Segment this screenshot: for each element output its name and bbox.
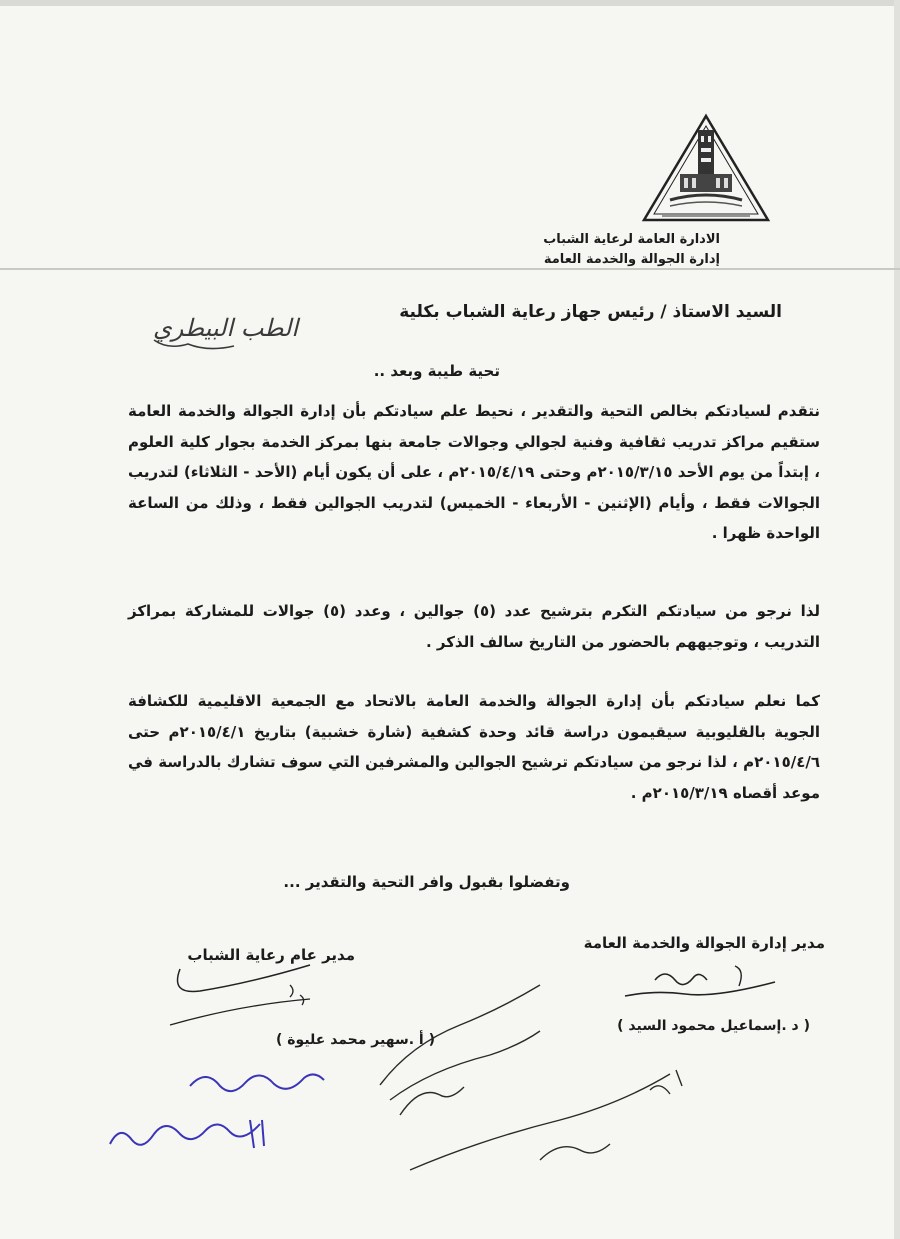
scan-edge-top bbox=[0, 0, 900, 6]
benha-university-seal-icon bbox=[640, 112, 772, 224]
left-signature-icon bbox=[160, 955, 340, 1030]
org-line-1: الادارة العامة لرعاية الشباب bbox=[543, 232, 720, 247]
handwritten-annotation-blue-2 bbox=[100, 1110, 280, 1160]
organization-header bbox=[460, 230, 720, 270]
left-signatory-name: ( أ .سهير محمد عليوة ) bbox=[276, 1032, 435, 1048]
org-line-2: إدارة الجوالة والخدمة العامة bbox=[543, 252, 720, 267]
handwritten-annotation-blue-1 bbox=[180, 1060, 340, 1100]
scan-artifact-line bbox=[0, 268, 900, 270]
right-signatory-name: ( د .إسماعيل محمود السيد ) bbox=[617, 1018, 810, 1034]
greeting: تحية طيبة وبعد .. bbox=[373, 362, 500, 380]
svg-text:الطب البيطري: الطب البيطري bbox=[152, 314, 298, 342]
handwritten-annotation-black-2 bbox=[400, 1060, 700, 1180]
salutation-line: السيد الاستاذ / رئيس جهاز رعاية الشباب بكلية bbox=[399, 302, 782, 322]
paragraph-2-text: لذا نرجو من سيادتكم التكرم بترشيح عدد (٥) جوالين ، وعدد (٥) جوالات للمشاركة بمراكز التدريب ، وتوجيههم بالحضور من التاريخ سالف الذكر . bbox=[128, 602, 821, 651]
body-paragraph-1 bbox=[128, 396, 820, 549]
closing-line: وتفضلوا بقبول وافر التحية والتقدير ... bbox=[283, 873, 570, 891]
body-paragraph-3 bbox=[128, 686, 820, 808]
handwritten-faculty-name bbox=[148, 306, 308, 354]
scan-edge-right bbox=[894, 0, 900, 1239]
body-paragraph-2 bbox=[128, 596, 820, 657]
paragraph-3-text: كما نعلم سيادتكم بأن إدارة الجوالة والخدمة العامة بالاتحاد مع الجمعية الاقليمية للكشافة الجوية بالقليوبية سيقيمون دراسة قائد وحدة كشفية (شارة خشبية) بتاريخ ٢٠١٥/٤/١م حتى ٢٠١٥/٤/٦م ، لذا نرجو من سيادتكم ترشيح الجوالين والمشرفين التي سوف تشارك بالدراسة في موعد أقصاه ٢٠١٥/٣/١٩م . bbox=[128, 692, 820, 802]
left-signatory-title: مدير عام رعاية الشباب bbox=[187, 946, 355, 964]
paragraph-1-text: نتقدم لسيادتكم بخالص التحية والتقدير ، نحيط علم سيادتكم بأن إدارة الجوالة والخدمة العامة ستقيم مراكز تدريب ثقافية وفنية لجوالي وجوالات جامعة بنها بمركز الخدمة بجوار كلية العلوم ، إبتداً من يوم الأحد ٢٠١٥/٣/١٥م وحتى ٢٠١٥/٤/١٩م ، على أن يكون أيام (الأحد - الثلاثاء) لتدريب الجوالات فقط ، وأيام (الإثنين - الأربعاء - الخميس) لتدريب الجوالين فقط ، وذلك من الساعة الواحدة ظهرا . bbox=[128, 402, 820, 542]
right-signature-icon bbox=[615, 960, 785, 1010]
right-signatory-title: مدير إدارة الجوالة والخدمة العامة bbox=[583, 934, 825, 952]
